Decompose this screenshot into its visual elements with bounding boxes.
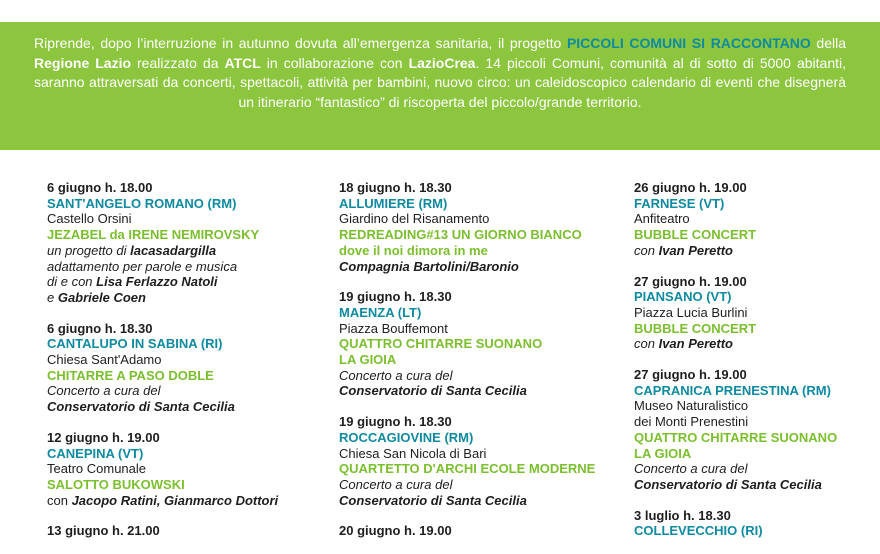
event-date: 27 giugno h. 19.00 [634,367,747,383]
event-venue: Museo Naturalistico [634,398,749,414]
event-note [339,493,619,509]
event-town: ROCCAGIOVINE (RM) [339,429,474,445]
event-venue: Chiesa Sant'Adamo [47,352,162,368]
intro-text-1: Riprende, dopo l’interruzione in autunno dovuta all’emergenza sanitaria, il progetto [34,35,567,51]
note-text: e [47,289,58,305]
event-town: CANEPINA (VT) [47,445,144,461]
event-card [634,180,880,259]
event-credit [47,493,327,509]
event-town: CANTALUPO IN SABINA (RI) [47,336,223,352]
note-text: con [47,492,72,508]
note-emphasis: Gabriele Coen [57,289,146,305]
intro-text-4: in collaborazione con [260,54,409,71]
note-text: con [634,336,659,352]
event-note [47,290,327,306]
event-date: 18 giugno h. 18.30 [339,180,452,195]
event-town: FARNESE (VT) [634,195,725,211]
intro-paragraph [34,34,846,112]
event-date: 13 giugno h. 21.00 [47,523,160,539]
event-card [634,274,880,353]
event-title: REDREADING#13 UN GIORNO BIANCO [339,227,582,243]
event-note [47,274,327,290]
note-emphasis: Jacopo Ratini, Gianmarco Dottori [71,492,279,508]
event-note: Concerto a cura del [339,476,453,492]
intro-text-2: della [810,35,847,51]
event-venue: Anfiteatro [634,211,690,227]
note-text: un progetto di [47,242,131,258]
event-town: ALLUMIERE (RM) [339,195,448,211]
event-town: SANT'ANGELO ROMANO (RM) [47,195,237,211]
event-date: 19 giugno h. 18.30 [339,414,452,430]
event-venue: dei Monti Prenestini [634,414,749,430]
event-title: SALOTTO BUKOWSKI [47,476,185,492]
note-emphasis: Conservatorio di Santa Cecilia [634,476,822,492]
event-note [339,383,619,399]
note-text: di e con [47,274,97,290]
event-title: QUATTRO CHITARRE SUONANO [339,336,543,352]
event-note [634,336,880,352]
event-venue: Giardino del Risanamento [339,211,490,227]
event-town: MAENZA (LT) [339,304,422,320]
event-title: QUATTRO CHITARRE SUONANO [634,429,838,445]
event-note [47,399,327,415]
event-town: PIANSANO (VT) [634,289,732,305]
event-date: 6 giugno h. 18.30 [47,320,153,336]
event-note [634,243,880,259]
event-title: QUARTETTO D'ARCHI ECOLE MODERNE [339,461,596,477]
event-card [47,523,327,539]
event-venue: Piazza Bouffemont [339,320,448,336]
event-card [634,508,880,539]
schedule-column-2 [339,180,619,554]
event-date: 26 giugno h. 19.00 [634,180,747,195]
event-card [47,430,327,509]
event-date: 3 luglio h. 18.30 [634,507,731,523]
event-title: dove il noi dimora in me [339,242,488,258]
intro-text-3: realizzato da [131,54,225,71]
note-emphasis: Ivan Peretto [658,242,733,258]
event-note [47,243,327,259]
region-name: Regione Lazio [34,54,132,71]
note-emphasis: Conservatorio di Santa Cecilia [339,383,527,399]
note-emphasis: Compagnia Bartolini/Baronio [339,258,519,274]
laziocrea-name: LazioCrea [408,54,476,71]
event-note: Concerto a cura del [339,367,453,383]
event-venue: Chiesa San Nicola di Bari [339,445,487,461]
event-title: BUBBLE CONCERT [634,227,757,243]
intro-text-5: . 14 piccoli Comuni, comunità al di sotto di 5000 abitanti, saranno attraversati da concerti, spettacoli, attività per bambini, nuovo circo: un caleidoscopico calendario di eventi che disegnerà un itinerario “fantastico” di riscoperta del piccolo/grande territorio. [34,54,846,110]
event-title: BUBBLE CONCERT [634,320,757,336]
schedule-column-3 [634,180,880,554]
event-card [47,180,327,306]
atcl-name: ATCL [224,54,261,71]
event-title: LA GIOIA [634,445,692,461]
event-date: 27 giugno h. 19.00 [634,273,747,289]
event-card [339,180,619,274]
event-venue: Piazza Lucia Burlini [634,304,748,320]
event-card [634,367,880,493]
event-note: adattamento per parole e musica [47,258,238,274]
event-title: CHITARRE A PASO DOBLE [47,367,214,383]
note-emphasis: lacasadargilla [130,242,217,258]
note-emphasis: Conservatorio di Santa Cecilia [339,492,527,508]
event-card [339,414,619,508]
event-title: LA GIOIA [339,352,397,368]
event-date: 20 giugno h. 19.00 [339,523,452,539]
event-card [339,289,619,399]
event-card [47,321,327,415]
note-emphasis: Ivan Peretto [658,336,733,352]
event-date: 12 giugno h. 19.00 [47,429,160,445]
project-name: PICCOLI COMUNI SI RACCONTANO [566,35,811,51]
event-date: 19 giugno h. 18.30 [339,289,452,305]
event-note: Concerto a cura del [634,461,748,477]
top-white-strip [0,0,880,22]
event-note [339,259,619,275]
event-venue: Teatro Comunale [47,461,146,477]
note-emphasis: Conservatorio di Santa Cecilia [47,399,235,415]
note-text: con [634,242,659,258]
event-card [339,523,619,539]
event-venue: Castello Orsini [47,211,132,227]
event-town: COLLEVECCHIO (RI) [634,523,763,539]
event-note: Concerto a cura del [47,383,161,399]
note-emphasis: Lisa Ferlazzo Natoli [96,274,218,290]
event-title: JEZABEL da IRENE NEMIROVSKY [47,227,260,243]
event-town: CAPRANICA PRENESTINA (RM) [634,382,831,398]
event-date: 6 giugno h. 18.00 [47,180,153,195]
intro-banner [0,22,880,150]
schedule-column-1 [47,180,327,554]
event-note [634,477,880,493]
